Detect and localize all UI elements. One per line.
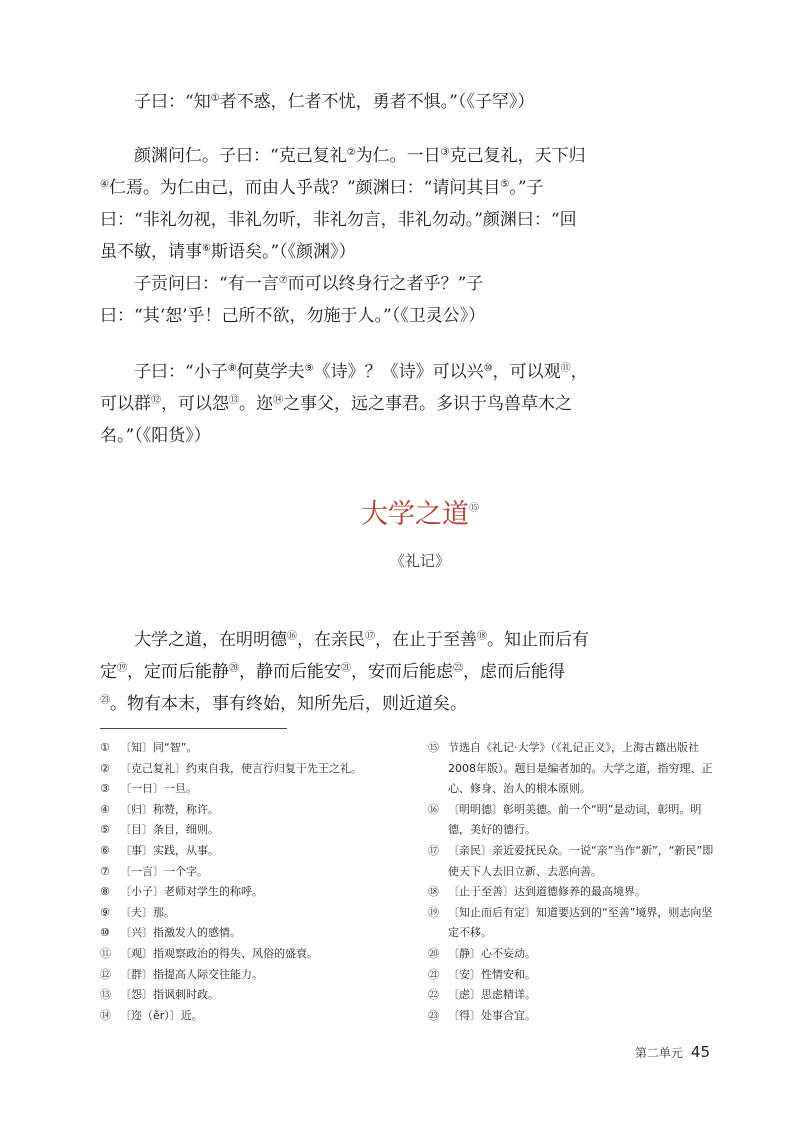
passage-text xyxy=(100,356,590,452)
footnote-text: 〔一言〕一个字。 xyxy=(120,864,208,878)
text-segment: 者不惑，仁者不忧，勇者不惧。”（《子罕》） xyxy=(219,92,535,112)
footnote-text: 〔知止而后有定〕知道要达到的“至善”境界，则志向坚定不移。 xyxy=(448,905,713,940)
note-marker: ⑯ xyxy=(287,631,297,642)
footnote-item xyxy=(100,820,410,841)
text-segment: 子曰：“小子 xyxy=(134,362,228,382)
text-segment: ，在亲民 xyxy=(297,630,365,650)
note-marker: ⑰ xyxy=(365,631,375,642)
note-marker: ⑦ xyxy=(278,275,288,286)
footnote-text: 〔明明德〕彰明美德。前一个“明”是动词，彰明。明德，美好的德行。 xyxy=(448,802,702,837)
note-marker: ⑥ xyxy=(202,243,211,254)
text-segment: 《诗》？《诗》可以兴 xyxy=(313,362,484,382)
footnote-text: 〔一日〕一旦。 xyxy=(120,782,197,796)
passage-yanyuan xyxy=(100,140,590,268)
passage-text xyxy=(100,624,590,720)
footnote-number: ⑮ xyxy=(428,741,439,754)
footnote-number: ⑨ xyxy=(100,905,110,919)
footnote-item xyxy=(100,1006,410,1027)
unit-label: 第二单元 xyxy=(634,1046,683,1060)
footnote-number: ⑤ xyxy=(100,823,110,837)
text-segment: 。迩 xyxy=(239,394,273,414)
footnote-text: 〔虑〕思虑精详。 xyxy=(448,988,536,1002)
footnotes-right xyxy=(428,738,716,1026)
text-segment: 。”子曰：“非礼勿视，非礼勿听，非礼勿言，非礼勿动。”颜渊曰：“回虽不敏，请事 xyxy=(100,178,577,262)
footnote-item xyxy=(100,759,410,780)
text-segment: 。物有本末，事有终始，知所先后，则近道矣。 xyxy=(110,694,467,714)
page-number: 45 xyxy=(690,1043,710,1061)
text-segment: 斯语矣。”（《颜渊》） xyxy=(210,242,356,262)
footnote-divider xyxy=(100,728,287,729)
text-segment: 子曰：“知 xyxy=(134,92,211,112)
footnote-item xyxy=(100,738,410,759)
footnote-item xyxy=(100,841,410,862)
footnote-text: 〔克己复礼〕约束自我，使言行归复于先王之礼。 xyxy=(120,761,362,775)
note-marker: ⑲ xyxy=(117,663,127,674)
passage-weiling xyxy=(100,268,590,332)
footnote-item xyxy=(428,841,716,882)
footnote-number: ⑳ xyxy=(428,946,439,960)
footnote-text: 〔亲民〕亲近爱抚民众。一说“亲”当作“新”，“新民”即使天下人去旧立新、去恶向善。 xyxy=(448,843,714,878)
section-title xyxy=(220,492,620,531)
note-marker: ⑩ xyxy=(483,363,493,374)
text-segment: 而可以终身行之者乎？”子曰：“其‘恕’乎！己所不欲，勿施于人。”（《卫灵公》） xyxy=(100,274,486,326)
footnote-number: ⑱ xyxy=(428,885,439,899)
footnote-text: 〔兴〕指激发人的感情。 xyxy=(120,926,241,940)
footnote-number: ⑲ xyxy=(428,905,439,919)
footnote-text: 〔怨〕指讽刺时政。 xyxy=(120,988,219,1002)
footnote-text: 〔夫〕那。 xyxy=(120,905,175,919)
note-marker: ㉒ xyxy=(453,663,463,674)
section-title-note: ⑮ xyxy=(469,503,479,514)
footnote-item xyxy=(428,903,716,944)
section-title-text: 大学之道 xyxy=(361,499,469,530)
footnote-text: 节选自《礼记·大学》（《礼记正义》，上海古籍出版社2008年版）。题目是编者加的。大学之道，指穷理、正心、修身、治人的根本原则。 xyxy=(448,741,713,796)
note-marker: ⑨ xyxy=(304,363,314,374)
text-segment: ，静而后能安 xyxy=(239,662,341,682)
passage-text xyxy=(100,86,590,118)
note-marker: ⑭ xyxy=(273,395,283,406)
note-marker: ⑳ xyxy=(229,663,239,674)
footnote-number: ㉒ xyxy=(428,988,439,1002)
note-marker: ⑪ xyxy=(560,363,571,374)
footnote-text: 〔归〕称赞，称许。 xyxy=(120,802,219,816)
footnote-item xyxy=(100,923,410,944)
footnote-text: 〔止于至善〕达到道德修养的最高境界。 xyxy=(448,885,646,899)
note-marker: ㉑ xyxy=(341,663,351,674)
footnote-item xyxy=(428,882,716,903)
footnote-number: ⑩ xyxy=(100,926,110,940)
note-marker: ⑧ xyxy=(227,363,237,374)
footnote-text: 〔小子〕老师对学生的称呼。 xyxy=(120,885,263,899)
footnote-item xyxy=(100,882,410,903)
footnote-item xyxy=(100,944,410,965)
footnote-text: 〔得〕处事合宜。 xyxy=(448,1008,536,1022)
passage-text xyxy=(100,140,590,268)
footnote-item xyxy=(428,800,716,841)
section-source: 《礼记》 xyxy=(389,552,450,570)
footnote-number: ⑦ xyxy=(100,864,110,878)
footnote-number: ㉓ xyxy=(428,1008,439,1022)
note-marker: ③ xyxy=(440,147,450,158)
footnote-number: ⑫ xyxy=(100,967,111,981)
footnote-text: 〔知〕同“智”。 xyxy=(120,741,198,754)
footnote-number: ① xyxy=(100,741,110,754)
note-marker: ① xyxy=(210,93,220,104)
text-segment: 大学之道，在明明德 xyxy=(134,630,287,650)
footnote-number: ⑯ xyxy=(428,802,439,816)
text-segment: ，可以怨 xyxy=(161,394,229,414)
footnote-text: 〔观〕指观察政治的得失、风俗的盛衰。 xyxy=(120,946,318,960)
note-marker: ④ xyxy=(100,179,109,190)
footnote-item xyxy=(100,779,410,800)
footnote-item xyxy=(100,862,410,883)
passage-text xyxy=(100,268,590,332)
footnote-number: ㉑ xyxy=(428,967,439,981)
footnote-text: 〔群〕指提高人际交往能力。 xyxy=(120,967,263,981)
text-segment: ，定而后能静 xyxy=(127,662,229,682)
footnote-item xyxy=(428,738,716,800)
footnote-item xyxy=(428,985,716,1006)
text-segment: ，在止于至善 xyxy=(375,630,477,650)
footnote-number: ⑰ xyxy=(428,843,439,857)
footnote-number: ④ xyxy=(100,802,110,816)
footnote-text: 〔事〕实践，从事。 xyxy=(120,843,219,857)
passage-daxue xyxy=(100,624,590,720)
text-segment: ，安而后能虑 xyxy=(351,662,453,682)
footnote-item xyxy=(428,965,716,986)
passage-zihan xyxy=(100,86,590,118)
text-segment: 之事父，远之事君。多识于鸟兽草木之名。”（《阳货》） xyxy=(100,394,572,446)
footnote-text: 〔目〕条目，细则。 xyxy=(120,823,219,837)
footnote-item xyxy=(428,944,716,965)
text-segment: 。知止而后有定 xyxy=(100,630,589,682)
note-marker: ⑤ xyxy=(500,179,510,190)
footnote-text: 〔静〕心不妄动。 xyxy=(448,946,536,960)
page-footer xyxy=(560,1042,710,1061)
footnote-item xyxy=(100,903,410,924)
text-segment: ，虑而后能得 xyxy=(463,662,565,682)
footnote-number: ⑧ xyxy=(100,885,110,899)
footnotes-left xyxy=(100,738,410,1026)
footnote-number: ③ xyxy=(100,782,110,796)
note-marker: ㉓ xyxy=(100,695,110,706)
footnote-number: ⑥ xyxy=(100,843,110,857)
note-marker: ⑬ xyxy=(229,395,239,406)
text-segment: ，可以群 xyxy=(100,362,588,414)
footnote-number: ⑭ xyxy=(100,1008,111,1022)
note-marker: ⑱ xyxy=(477,631,487,642)
text-segment: 何莫学夫 xyxy=(236,362,305,382)
text-segment: 为仁。一日 xyxy=(355,146,441,166)
text-segment: 克己复礼，天下归 xyxy=(449,146,586,166)
text-segment: 仁焉。为仁由己，而由人乎哉？”颜渊曰：“请问其目 xyxy=(108,178,501,198)
footnote-item xyxy=(100,965,410,986)
footnote-item xyxy=(100,800,410,821)
text-segment: 子贡问曰：“有一言 xyxy=(134,274,279,294)
footnote-number: ⑪ xyxy=(100,946,111,960)
text-segment: 颜渊问仁。子曰：“克己复礼 xyxy=(134,146,347,166)
footnote-number: ⑬ xyxy=(100,988,111,1002)
footnote-item xyxy=(428,1006,716,1027)
passage-yanghuo xyxy=(100,356,590,452)
text-segment: ，可以观 xyxy=(492,362,561,382)
note-marker: ② xyxy=(346,147,356,158)
note-marker: ⑫ xyxy=(151,395,161,406)
footnote-text: 〔安〕性情安和。 xyxy=(448,967,536,981)
footnote-text: 〔迩（ěr）〕近。 xyxy=(120,1008,203,1022)
footnote-item xyxy=(100,985,410,1006)
footnote-number: ② xyxy=(100,761,110,775)
